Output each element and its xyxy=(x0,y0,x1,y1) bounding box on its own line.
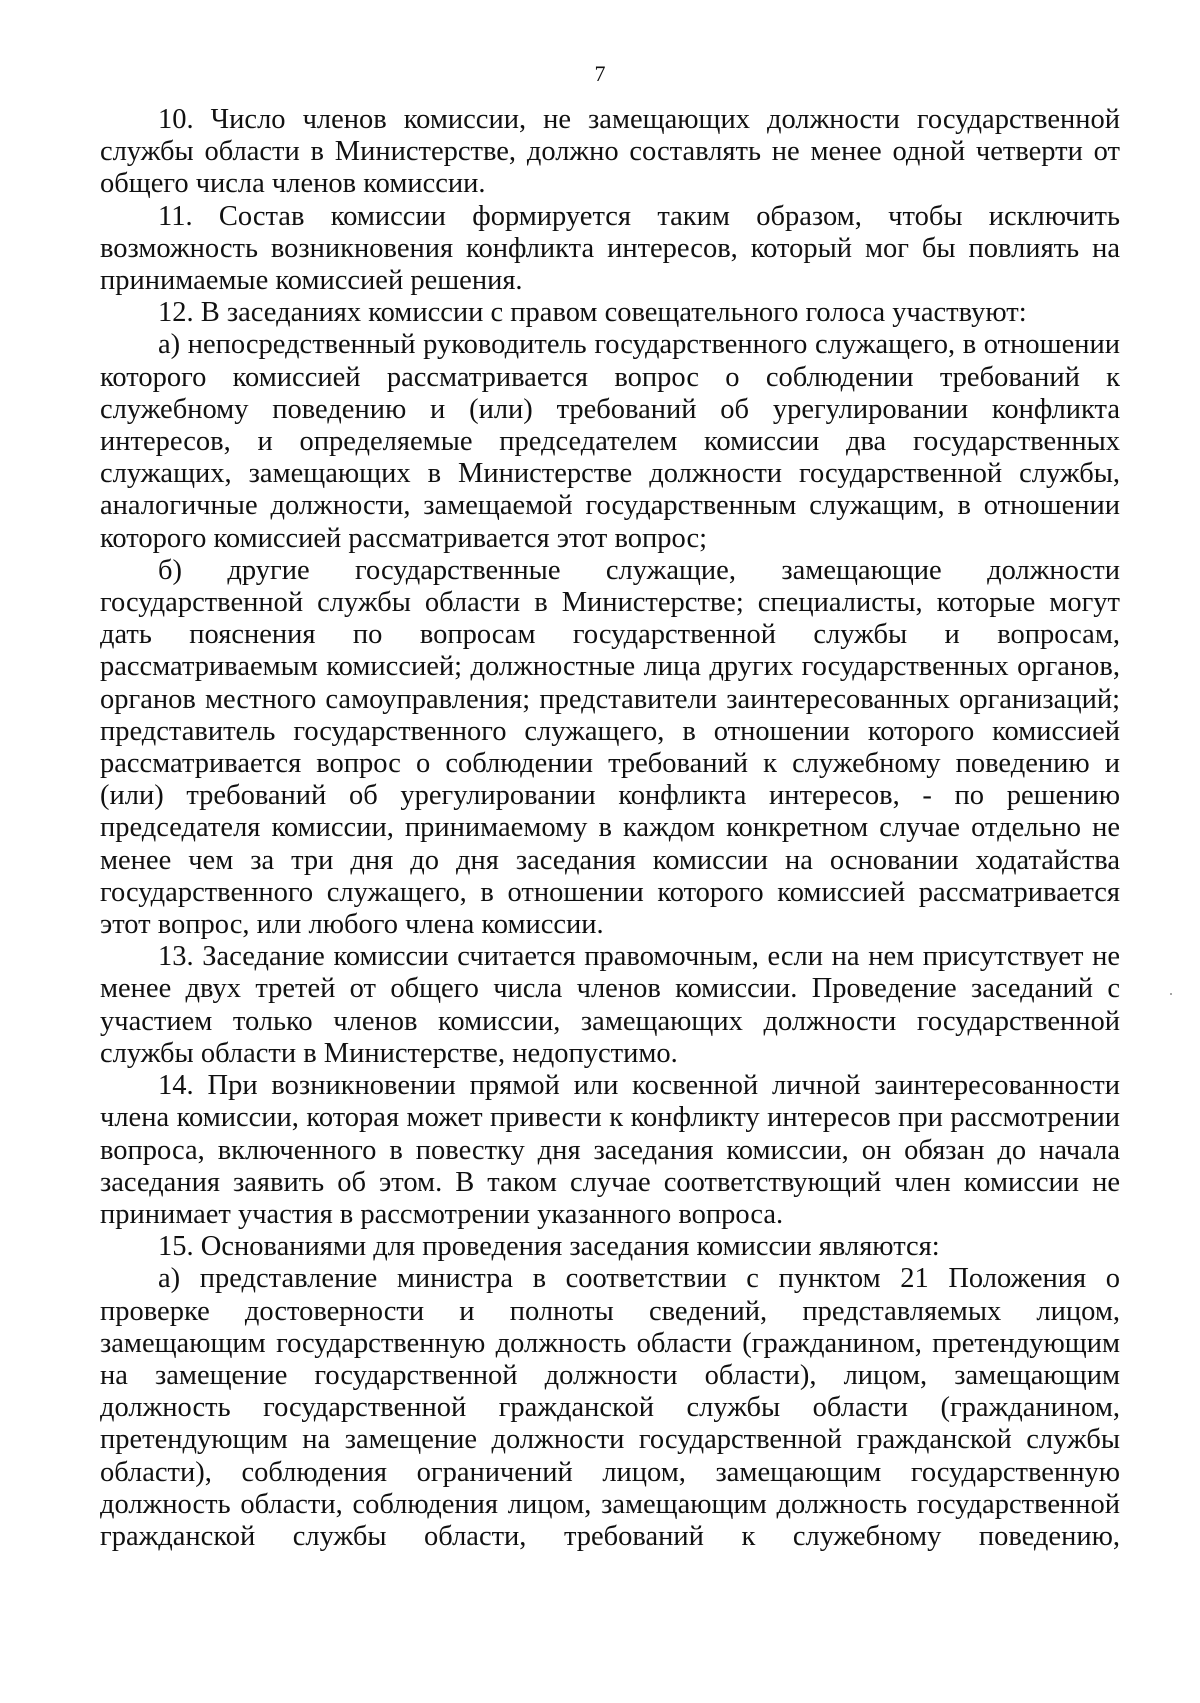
paragraph-14: 14. При возникновении прямой или косвенной личной заинтересованности члена комиссии, которая может привести к конфликту интересов при рассмотрении вопроса, включенного в повестку дня заседания комиссии, он обязан до начала заседания заявить об этом. В таком случае соответствующий член комиссии не принимает участия в рассмотрении указанного вопроса. xyxy=(100,1070,1120,1230)
paragraph-13: 13. Заседание комиссии считается правомочным, если на нем присутствует не менее двух третей от общего числа членов комиссии. Проведение заседаний с участием только членов комиссии, замещающих должности государственной службы области в Министерстве, недопустимо. xyxy=(100,941,1120,1069)
paragraph-11: 11. Состав комиссии формируется таким образом, чтобы исключить возможность возникновения конфликта интересов, который мог бы повлиять на принимаемые комиссией решения. xyxy=(100,200,1120,297)
paragraph-15a: а) представление министра в соответствии с пунктом 21 Положения о проверке достоверности и полноты сведений, представляемых лицом, замещающим государственную должность области (гражданином, претендующим на замещение государственной должности области), лицом, замещающим должность государственной гражданской службы области (гражданином, претендующим на замещение должности государственной гражданской службы области), соблюдения ограничений лицом, замещающим государственную должность области, соблюдения лицом, замещающим должность государственной гражданской службы области, требований к служебному поведению, xyxy=(100,1263,1120,1552)
paragraph-12a: а) непосредственный руководитель государственного служащего, в отношении которого комиссией рассматривается вопрос о соблюдении требований к служебному поведению и (или) требований об урегулировании конфликта интересов, и определяемые председателем комиссии два государственных служащих, замещающих в Министерстве должности государственной службы, аналогичные должности, замещаемой государственным служащим, в отношении которого комиссией рассматривается этот вопрос; xyxy=(100,329,1120,554)
paragraph-10: 10. Число членов комиссии, не замещающих должности государственной службы области в Министерстве, должно составлять не менее одной четверти от общего числа членов комиссии. xyxy=(100,104,1120,200)
scan-artifact-dot xyxy=(1170,993,1172,995)
document-body xyxy=(100,104,1120,1553)
page-number: 7 xyxy=(594,61,606,86)
paragraph-12: 12. В заседаниях комиссии с правом совещательного голоса участвуют: xyxy=(158,297,1027,329)
paragraph-12b: б) другие государственные служащие, замещающие должности государственной службы области в Министерстве; специалисты, которые могут дать пояснения по вопросам государственной службы и вопросам, рассматриваемым комиссией; должностные лица других государственных органов, органов местного самоуправления; представители заинтересованных организаций; представитель государственного служащего, в отношении которого комиссией рассматривается вопрос о соблюдении требований к служебному поведению и (или) требований об урегулировании конфликта интересов, - по решению председателя комиссии, принимаемому в каждом конкретном случае отдельно не менее чем за три дня до дня заседания комиссии на основании ходатайства государственного служащего, в отношении которого комиссией рассматривается этот вопрос, или любого члена комиссии. xyxy=(100,554,1120,941)
paragraph-15: 15. Основаниями для проведения заседания комиссии являются: xyxy=(158,1231,940,1263)
